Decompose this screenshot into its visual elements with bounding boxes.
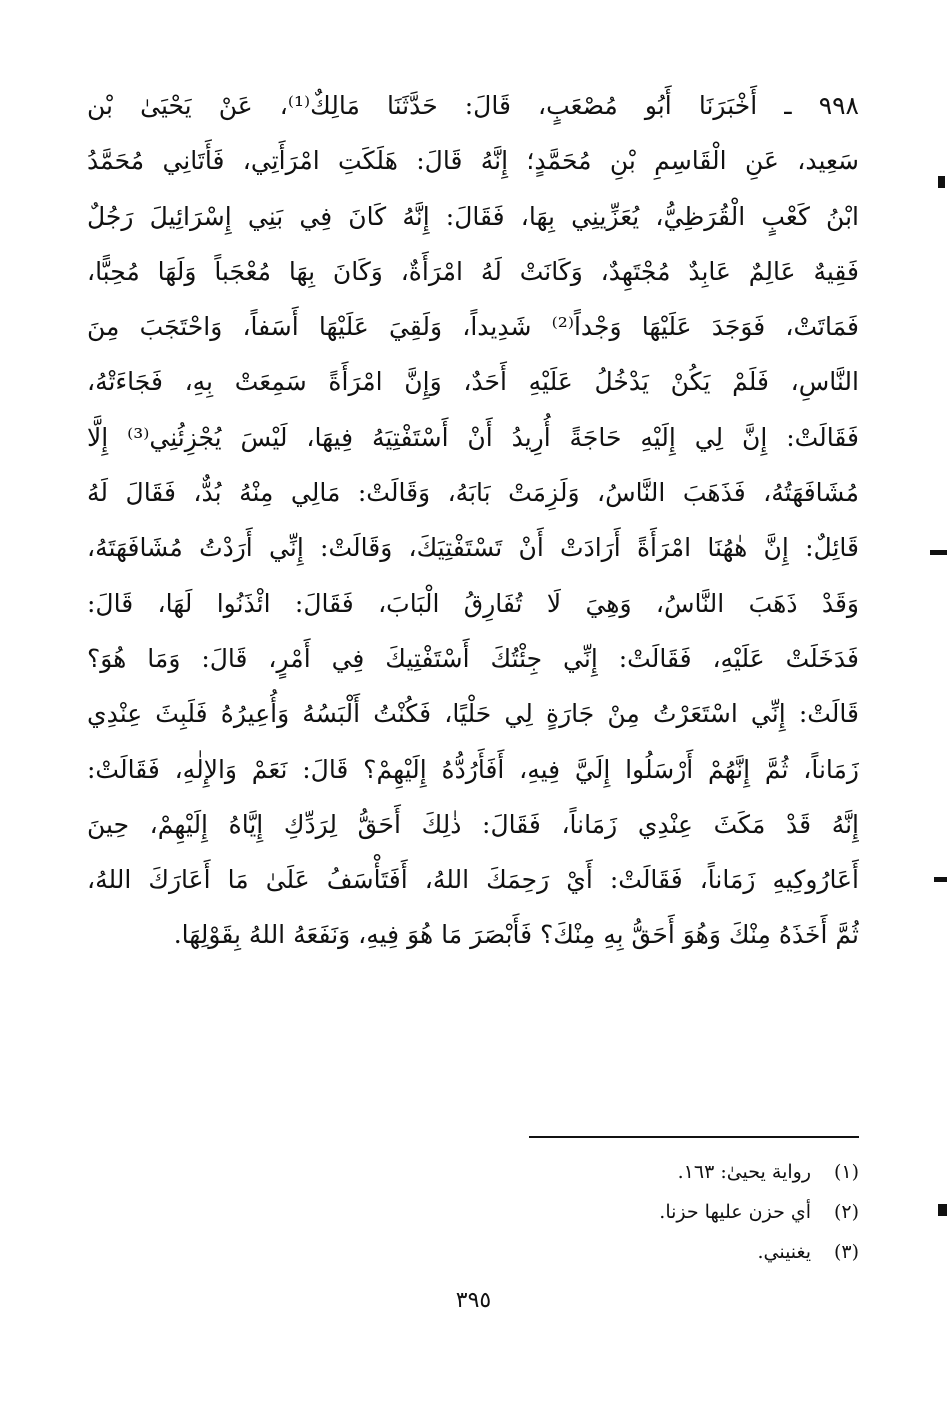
footnote-number: (١) [833, 1161, 859, 1183]
footnote-text: يغنيني. [757, 1241, 811, 1263]
text-line: قَائِلٌ: إِنَّ هٰهُنَا امْرَأَةً أَرَادَتْ أَنْ تَسْتَفْتِيَكَ، وَقَالَتْ: إِنِّي أَرَدْتُ مُشَافَهَتَهُ، [87, 533, 859, 563]
footnote-divider [529, 1136, 859, 1138]
footnote [259, 1152, 859, 1192]
text-line: أَعَارُوكِيهِ زَمَاناً، فَقَالَتْ: أَيْ رَحِمَكَ اللهُ، أَفَتَأْسَفُ عَلَىٰ مَا أَعَارَكَ اللهُ، [87, 865, 859, 895]
footnote [259, 1192, 859, 1232]
text-line: النَّاسِ، فَلَمْ يَكُنْ يَدْخُلُ عَلَيْهِ أَحَدٌ، وَإِنَّ امْرَأَةً سَمِعَتْ بِهِ، فَجَاءَتْهُ، [87, 367, 859, 397]
hadith-text [87, 78, 859, 963]
scan-mark [938, 1204, 947, 1216]
text-line: سَعِيد، عَنِ الْقَاسِمِ بْنِ مُحَمَّدٍ؛ إِنَّهُ قَالَ: هَلَكَتِ امْرَأَتِي، فَأَتَانِي مُحَمَّدُ [87, 146, 859, 176]
footnote-text: رواية يحيىٰ: ١٦٣. [677, 1161, 811, 1183]
text-line: فَقِيهٌ عَالِمٌ عَابِدٌ مُجْتَهِدٌ، وَكَانَتْ لَهُ امْرَأَةٌ، وَكَانَ بِهَا مُعْجَباً وَلَهَا مُحِبًّا، [87, 256, 859, 286]
footnote-text: أي حزن عليها حزنا. [659, 1201, 811, 1223]
text-line: إِنَّهُ قَدْ مَكَثَ عِنْدِي زَمَاناً، فَقَالَ: ذٰلِكَ أَحَقُّ لِرَدِّكِ إِيَّاهُ إِلَيْهِمْ، حِينَ [87, 809, 859, 839]
scan-mark [930, 550, 947, 555]
text-line: وَقَدْ ذَهَبَ النَّاسُ، وَهِيَ لَا تُفَارِقُ الْبَابَ، فَقَالَ: ائْذَنُوا لَهَا، قَالَ: [87, 588, 859, 618]
text-line: فَقَالَتْ: إِنَّ لِي إِلَيْهِ حَاجَةً أُرِيدُ أَنْ أَسْتَفْتِيَهُ فِيهَا، لَيْسَ يُجْزِئُنِي⁽³⁾ إِلَّا [87, 422, 859, 452]
scan-mark [938, 176, 945, 188]
text-line: قَالَتْ: إِنِّي اسْتَعَرْتُ مِنْ جَارَةٍ لِي حَلْيًا، فَكُنْتُ أَلْبَسُهُ وَأُعِيرُهُ فَلَبِثَ عِنْدِي [87, 699, 859, 729]
footnotes [259, 1152, 859, 1272]
text-line: ٩٩٨ ـ أَخْبَرَنَا أَبُو مُصْعَبٍ، قَالَ: حَدَّثَنَا مَالِكٌ⁽¹⁾، عَنْ يَحْيَىٰ بْن [87, 91, 859, 120]
text-line: فَدَخَلَتْ عَلَيْهِ، فَقَالَتْ: إِنِّي جِئْتُكَ أَسْتَفْتِيكَ فِي أَمْرٍ، قَالَ: وَمَا هُوَ؟ [87, 643, 859, 673]
footnote [259, 1232, 859, 1272]
text-line: فَمَاتَتْ، فَوَجَدَ عَلَيْهَا وَجْداً⁽²⁾ شَدِيداً، وَلَقِيَ عَلَيْهَا أَسَفاً، وَاحْتَجَبَ مِنَ [87, 312, 859, 342]
footnote-number: (٢) [833, 1201, 859, 1223]
text-line: ثُمَّ أَخَذَهُ مِنْكَ وَهُوَ أَحَقُّ بِهِ مِنْكَ؟ فَأَبْصَرَ مَا هُوَ فِيهِ، وَنَفَعَهُ اللهُ بِقَوْلِهَا. [173, 920, 859, 950]
page-number: ٣٩٥ [455, 1288, 492, 1313]
text-line: ابْنُ كَعْبٍ الْقُرَظِيُّ، يُعَزِّينِي بِهَا، فَقَالَ: إِنَّهُ كَانَ فِي بَنِي إِسْرَائِيلَ رَجُلٌ [87, 201, 859, 231]
scan-mark [934, 877, 947, 882]
text-line: مُشَافَهَتُهُ، فَذَهَبَ النَّاسُ، وَلَزِمَتْ بَابَهُ، وَقَالَتْ: مَالِي مِنْهُ بُدٌّ، فَقَالَ لَهُ [87, 478, 859, 508]
footnote-number: (٣) [833, 1241, 859, 1263]
text-line: زَمَاناً، ثُمَّ إِنَّهُمْ أَرْسَلُوا إِلَيَّ فِيهِ، أَفَأَرُدُّهُ إِلَيْهِمْ؟ قَالَ: نَعَمْ وَالإِلٰهِ، فَقَالَتْ: [87, 754, 859, 784]
